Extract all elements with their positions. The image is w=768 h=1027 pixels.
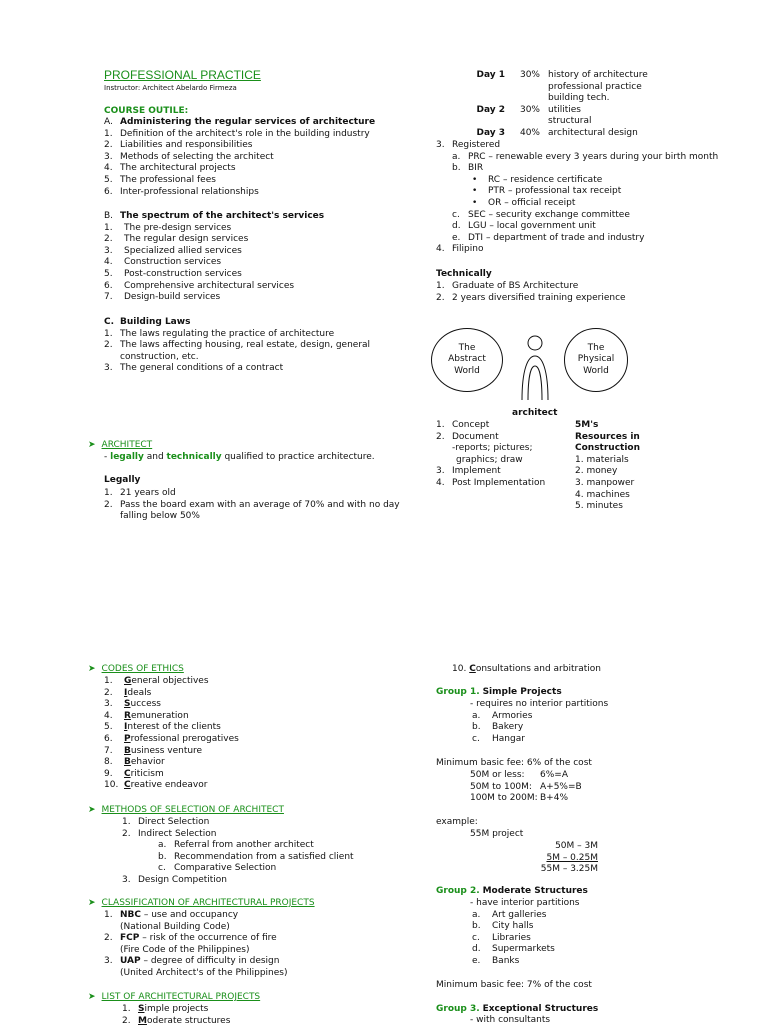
ethics-list	[104, 676, 404, 792]
classification-list: 1. NBC – use and occupancy (National Building Code) 2. FCP – risk of the occurrence of fire (Fire Code of the Philippines) 3. UAP – degree of difficulty in design (United Architect's of the Philippines)	[104, 910, 424, 980]
selection-list	[122, 817, 422, 887]
list-item: 4. Post Implementation	[436, 477, 546, 488]
list-item: 2. The regular design services	[104, 234, 249, 245]
exam-day-2: Day 2 30% utilities structural	[476, 104, 592, 127]
exam-day-3: Day 3 40% architectural design	[476, 127, 638, 138]
list-item: 1. materials	[575, 454, 629, 465]
list-item: 1. Simple projects	[122, 1004, 209, 1014]
list-item: 2. money	[575, 466, 618, 477]
list-item: 1. The laws regulating the practice of architecture	[104, 328, 335, 339]
section-a-title: Administering the regular services of architecture	[120, 117, 376, 127]
list-item: a. Referral from another architect	[158, 840, 314, 851]
exam-days	[436, 70, 756, 140]
group2-fee: Minimum basic fee: 7% of the cost	[436, 980, 592, 990]
group1-fee: Minimum basic fee: 6% of the cost	[436, 758, 592, 768]
list-item: 3. The general conditions of a contract	[104, 363, 284, 374]
technically-label: Technically	[436, 269, 492, 279]
list-item: 2. Liabilities and responsibilities	[104, 140, 253, 151]
classification-heading: ➤ CLASSIFICATION OF ARCHITECTURAL PROJECTS	[88, 898, 315, 908]
group2-list: - have interior partitions a. Art galleries b. City halls c. Libraries d. Supermarkets e. Banks	[470, 898, 720, 968]
list-item: a. Art galleries	[472, 909, 547, 920]
list-item: 10. Creative endeavor	[104, 780, 208, 791]
ethics-heading: ➤ CODES OF ETHICS	[88, 664, 184, 674]
list-item: 5. Interest of the clients	[104, 722, 221, 733]
outline-label: COURSE OUTILE:	[104, 106, 189, 116]
list-item: 3. Design Competition	[122, 874, 228, 885]
legally-label: Legally	[104, 475, 141, 485]
group2-heading: Group 2. Moderate Structures	[436, 886, 588, 896]
list-item: a. Armories	[472, 710, 533, 721]
list-item: graphics; draw	[456, 454, 523, 465]
example-calc: 50M – 3M 5M – 0.25M 55M – 3.25M	[540, 841, 598, 875]
abstract-world-circle: The Abstract World	[431, 328, 503, 392]
exam-day-1: Day 1 30% history of architecture professional practice building tech.	[476, 70, 648, 104]
list-item: 5. minutes	[575, 501, 623, 512]
list-item: 4. Remuneration	[104, 710, 189, 721]
group1-fee-table	[470, 770, 720, 805]
five-ms: 5M's Resources in Construction 1. materials 2. money 3. manpower 4. machines 5. minutes	[575, 420, 695, 513]
list-item: 2. Indirect Selection	[122, 828, 217, 839]
list-item: 4. Construction services	[104, 257, 222, 268]
list-item: 8. Behavior	[104, 757, 165, 768]
list-item: 3. UAP – degree of difficulty in design	[104, 956, 280, 967]
selection-heading: ➤ METHODS OF SELECTION OF ARCHITECT	[88, 805, 284, 815]
group1-list: - requires no interior partitions a. Armories b. Bakery c. Hangar	[470, 699, 720, 745]
list-item: 6. Inter-professional relationships	[104, 186, 259, 197]
list-item: 6. Professional prerogatives	[104, 733, 239, 744]
list-item: 1. Definition of the architect's role in the building industry	[104, 128, 370, 139]
section-a	[104, 117, 404, 198]
list-item: 2. 2 years diversified training experience	[436, 292, 626, 303]
list-item: 2. The laws affecting housing, real estate, design, general	[104, 340, 371, 351]
group1-heading: Group 1. Simple Projects	[436, 687, 562, 697]
list-item: 4. machines	[575, 489, 630, 500]
physical-world-circle: The Physical World	[564, 328, 628, 392]
list-item: 2. FCP – risk of the occurrence of fire	[104, 933, 277, 944]
list-item: 3. Specialized allied services	[104, 245, 242, 256]
list-item: 9. Criticism	[104, 768, 164, 779]
architect-label: architect	[512, 408, 558, 418]
list-item: construction, etc.	[120, 351, 199, 362]
list-item: 3. Success	[104, 699, 161, 710]
example-project: 55M project	[470, 829, 524, 839]
list-item: 3. Implement	[436, 466, 501, 477]
list-item: 6. Comprehensive architectural services	[104, 280, 295, 291]
technically-list	[436, 281, 756, 304]
list-item: 7. Business venture	[104, 745, 203, 756]
table-row: 50M to 100M: A+5%=B	[470, 781, 582, 792]
list-item: 1. 21 years old	[104, 488, 176, 498]
list-item: 1. Direct Selection	[122, 817, 210, 827]
list-item: 2. Ideals	[104, 687, 152, 698]
instructor: Instructor: Architect Abelardo Firmeza	[104, 84, 237, 92]
list-item: 2. Moderate structures	[122, 1015, 231, 1026]
process-list	[436, 420, 576, 490]
list-item: falling below 50%	[120, 511, 200, 522]
list-item: b. City halls	[472, 921, 534, 932]
registered: 3. Registered a. PRC – renewable every 3 years during your birth month b. BIR • RC – residence certificate • PTR – professional tax receipt • OR – official receipt c. SEC – security exchange committee d. LGU – local government unit e. DTI – department of trade and industry 4. Filipino	[436, 140, 719, 255]
list-item: 1. General objectives	[104, 676, 209, 686]
table-row: 100M to 200M: B+4%	[470, 793, 568, 804]
list-item: b. Recommendation from a satisfied client	[158, 851, 354, 862]
list-item: 5. Post-construction services	[104, 268, 242, 279]
list-item: c. Libraries	[472, 932, 531, 943]
section-b-title: The spectrum of the architect's services	[120, 211, 325, 221]
section-b: B. The spectrum of the architect's services 1. The pre-design services 2. The regular design services 3. Specialized allied services 4. Construction services 5. Post-construction services 6. Comprehensive architectural services 7. Design-build services	[104, 211, 404, 304]
group3-desc: - with consultants	[470, 1015, 551, 1025]
list-item: 7. Design-build services	[104, 292, 221, 303]
list-item: 1. NBC – use and occupancy	[104, 910, 239, 920]
page-title: PROFESSIONAL PRACTICE	[104, 68, 261, 82]
section-a-letter: A.	[104, 117, 113, 127]
architect-heading: ➤ ARCHITECT	[88, 440, 153, 450]
group3-heading: Group 3. Exceptional Structures	[436, 1004, 599, 1014]
list-item: 2. Pass the board exam with an average of 70% and with no day	[104, 499, 400, 510]
list-item: 1. The pre-design services	[104, 222, 232, 233]
list-item: c. Hangar	[472, 733, 525, 744]
list-item: 1. Graduate of BS Architecture	[436, 281, 579, 291]
list-item: e. Banks	[472, 955, 520, 966]
legally-list	[104, 488, 404, 523]
list-item: c. Comparative Selection	[158, 863, 277, 874]
list-item: 3. manpower	[575, 477, 635, 488]
list-item: b. Bakery	[472, 722, 524, 733]
table-row: 50M or less: 6%=A	[470, 770, 568, 780]
architect-definition: - legally and technically qualified to practice architecture.	[104, 452, 375, 462]
example-label: example:	[436, 817, 478, 827]
list-item: 2. Document	[436, 431, 499, 442]
projects-heading: ➤ LIST OF ARCHITECTURAL PROJECTS	[88, 992, 261, 1002]
list-item: d. Supermarkets	[472, 944, 555, 955]
list-item: 5. The professional fees	[104, 174, 216, 185]
list-item: 4. The architectural projects	[104, 163, 236, 174]
ethics-item-10b: 10. Consultations and arbitration	[452, 664, 601, 674]
section-c: C. Building Laws 1. The laws regulating the practice of architecture 2. The laws affecting housing, real estate, design, general construction, etc. 3. The general conditions of a contract	[104, 317, 404, 375]
list-item: 3. Methods of selecting the architect	[104, 151, 274, 162]
list-item: -reports; pictures;	[452, 443, 533, 454]
architect-figure-icon	[516, 334, 556, 404]
list-item: 1. Concept	[436, 420, 490, 430]
section-c-title: Building Laws	[120, 317, 191, 327]
